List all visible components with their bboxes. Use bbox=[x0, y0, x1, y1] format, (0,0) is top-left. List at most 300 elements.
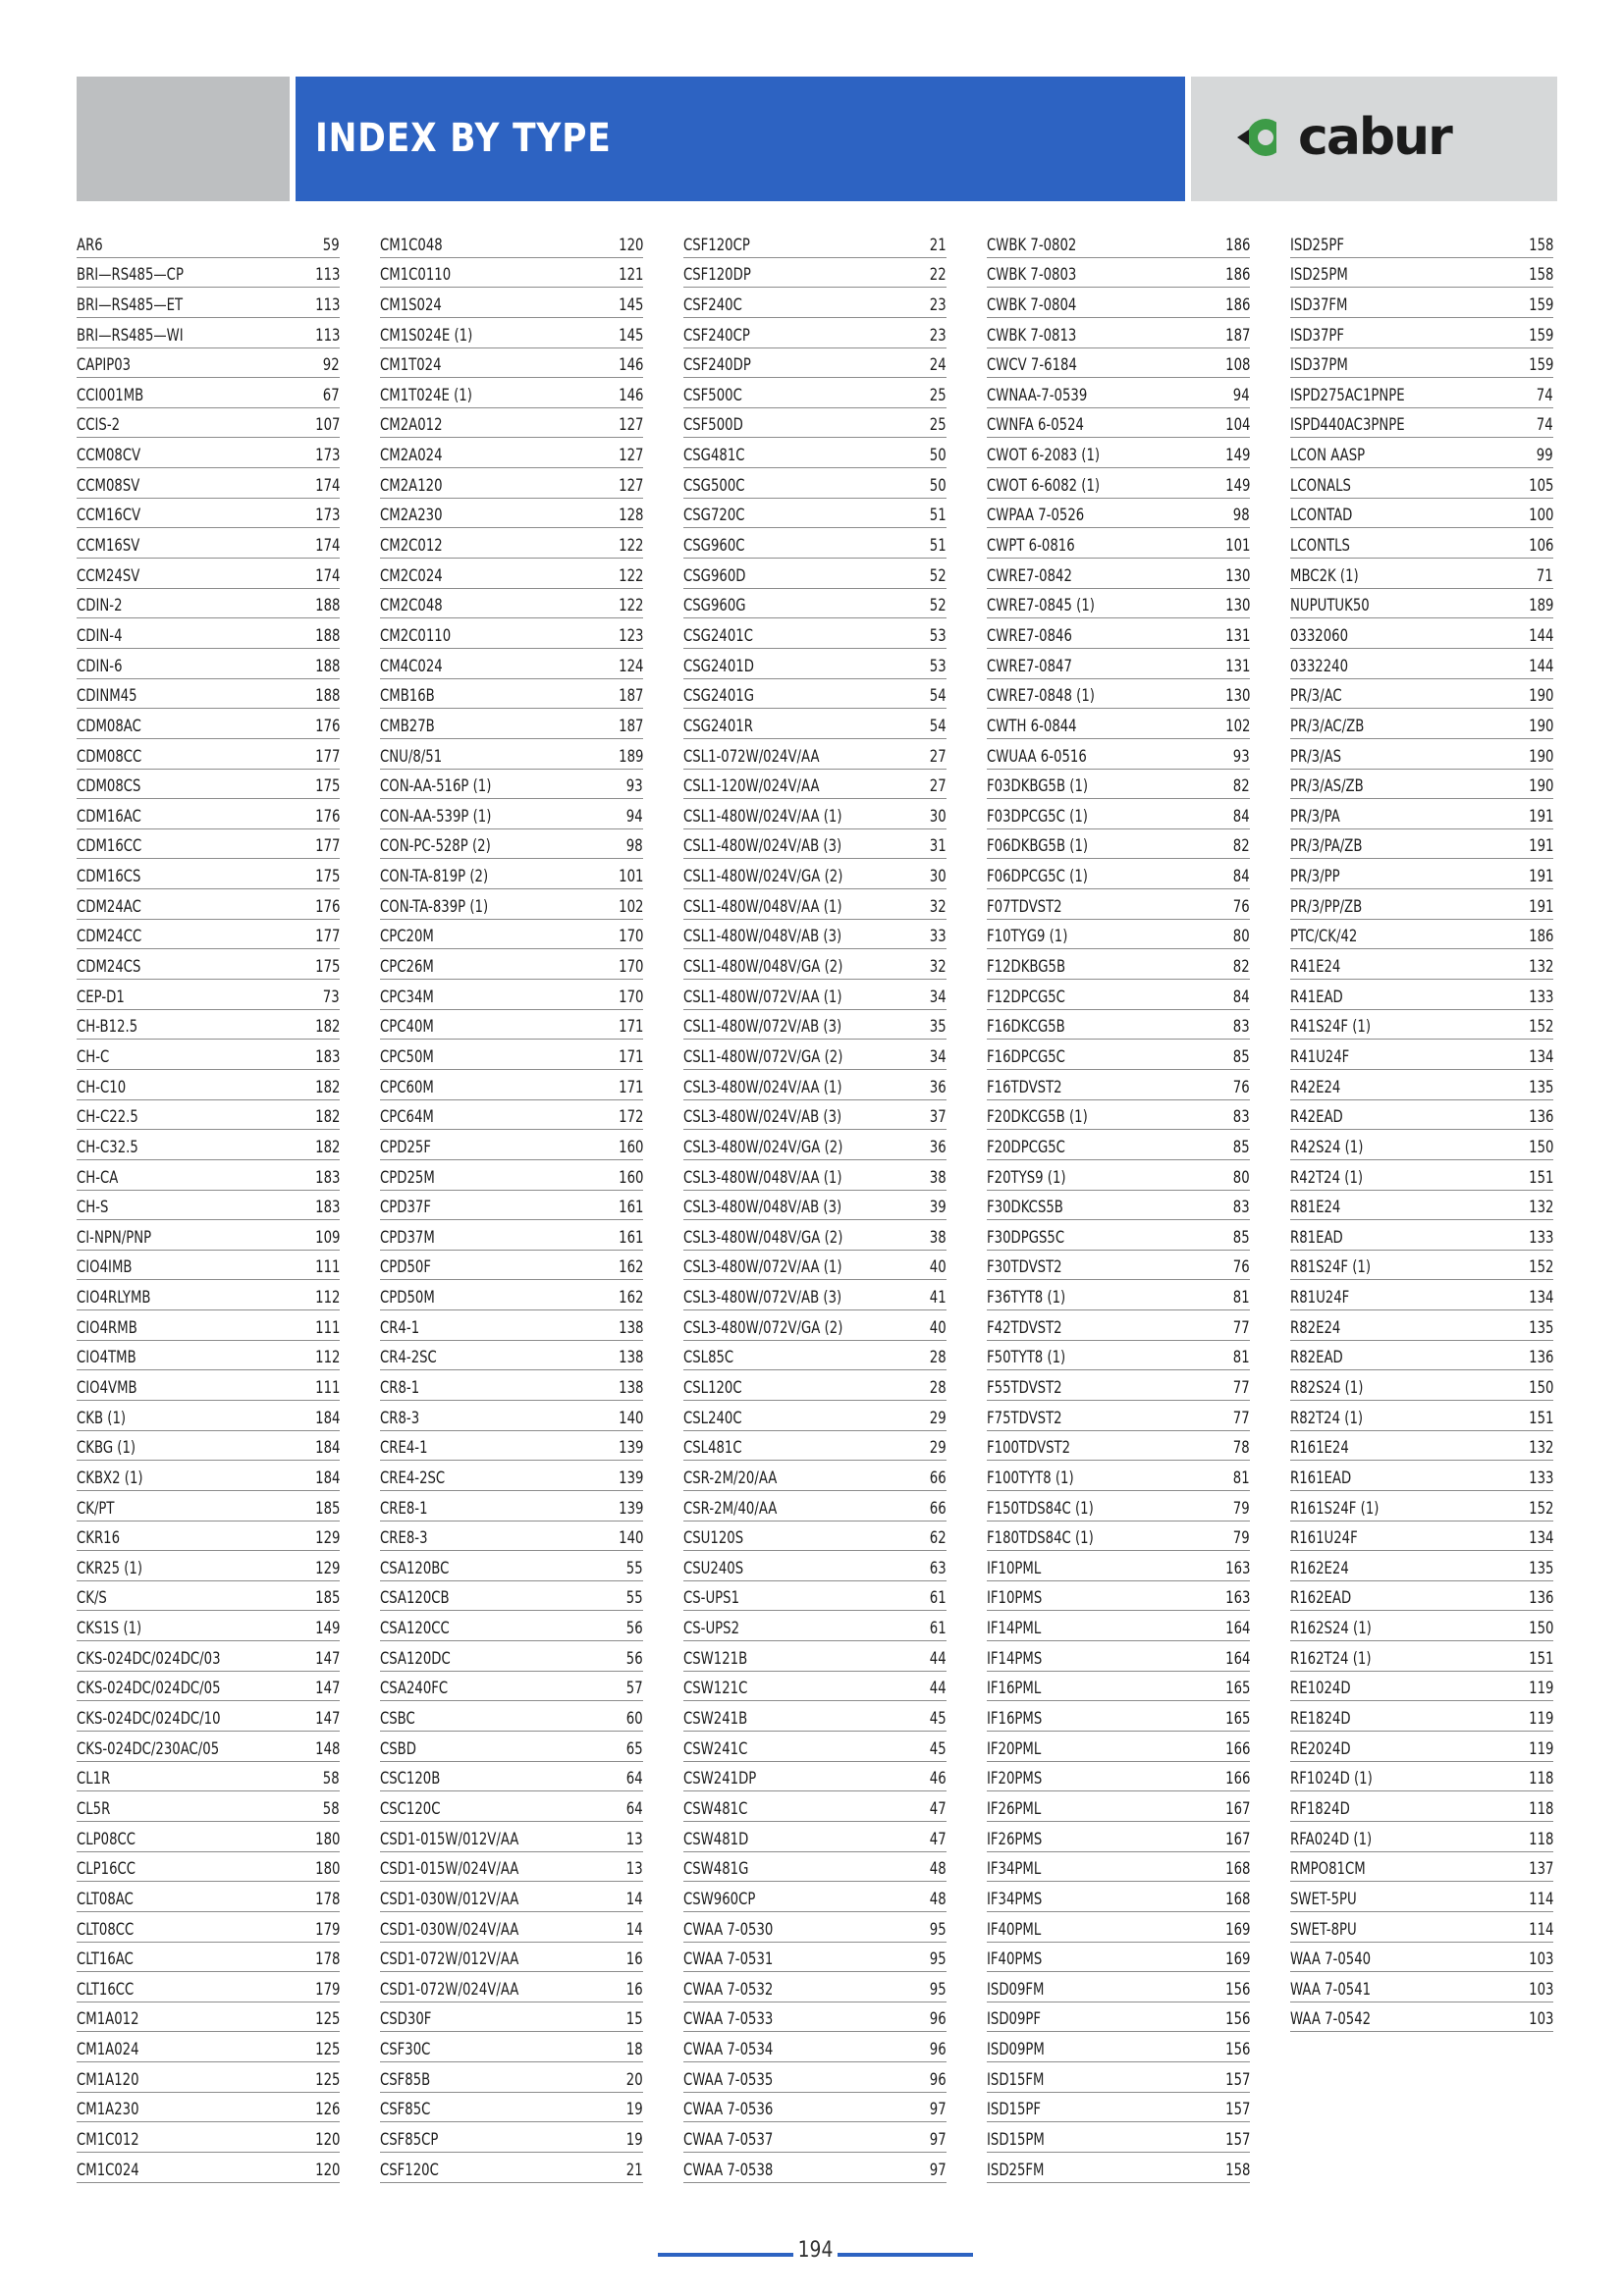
index-entry bbox=[380, 649, 643, 679]
index-entry bbox=[77, 1551, 340, 1581]
page-ref: 40 bbox=[930, 1257, 947, 1278]
product-type: CSG2401C bbox=[683, 625, 753, 646]
page-ref: 152 bbox=[1528, 1017, 1553, 1038]
page-ref: 93 bbox=[626, 776, 643, 797]
page-ref: 168 bbox=[1224, 1859, 1250, 1880]
product-type: CSF120C bbox=[380, 2160, 439, 2180]
product-type: R161U24F bbox=[1290, 1528, 1358, 1549]
page-ref: 56 bbox=[626, 1619, 643, 1639]
product-type: CSL120C bbox=[683, 1377, 742, 1398]
page-ref: 188 bbox=[314, 686, 340, 707]
page-ref: 120 bbox=[314, 2160, 340, 2180]
index-entry bbox=[987, 1040, 1250, 1070]
page-ref: 103 bbox=[1528, 1979, 1553, 2000]
product-type: CSD1-072W/012V/AA bbox=[380, 1949, 519, 1970]
page-ref: 39 bbox=[930, 1198, 947, 1218]
index-entry bbox=[1290, 1040, 1553, 1070]
page-ref: 56 bbox=[626, 1648, 643, 1669]
page-ref: 54 bbox=[930, 686, 947, 707]
page-ref: 167 bbox=[1224, 1798, 1250, 1819]
page-ref: 118 bbox=[1528, 1769, 1553, 1789]
page-ref: 180 bbox=[314, 1829, 340, 1849]
product-type: CRE8-3 bbox=[380, 1528, 428, 1549]
page-ref: 190 bbox=[1528, 746, 1553, 767]
index-entry bbox=[683, 348, 947, 379]
page-ref: 179 bbox=[314, 1979, 340, 2000]
index-entry bbox=[380, 1370, 643, 1401]
page-ref: 96 bbox=[930, 2009, 947, 2030]
product-type: R162S24 (1) bbox=[1290, 1619, 1372, 1639]
index-entry bbox=[683, 1040, 947, 1070]
product-type: CS-UPS2 bbox=[683, 1619, 740, 1639]
index-entry bbox=[987, 1010, 1250, 1041]
page-ref: 61 bbox=[930, 1619, 947, 1639]
product-type: ISD09PF bbox=[987, 2009, 1042, 2030]
page-ref: 29 bbox=[930, 1408, 947, 1428]
index-entry bbox=[683, 1341, 947, 1371]
product-type: CSL85C bbox=[683, 1348, 734, 1368]
index-entry bbox=[1290, 258, 1553, 289]
product-type: CWRE7-0845 (1) bbox=[987, 596, 1095, 616]
product-type: F20DKCG5B (1) bbox=[987, 1107, 1088, 1128]
index-entry bbox=[77, 1431, 340, 1462]
product-type: F100TDVST2 bbox=[987, 1438, 1071, 1459]
product-type: ISPD275AC1PNPE bbox=[1290, 385, 1405, 405]
product-type: CSR-2M/40/AA bbox=[683, 1498, 778, 1519]
product-type: R81S24F (1) bbox=[1290, 1257, 1372, 1278]
index-entry bbox=[380, 1010, 643, 1041]
page-ref: 50 bbox=[930, 475, 947, 496]
index-entry bbox=[77, 1882, 340, 1912]
page-ref: 174 bbox=[314, 536, 340, 557]
product-type: R42E24 bbox=[1290, 1077, 1341, 1097]
product-type: CSL1-480W/072V/GA (2) bbox=[683, 1046, 843, 1067]
index-entry bbox=[77, 1220, 340, 1251]
index-entry bbox=[1290, 1251, 1553, 1281]
index-entry bbox=[1290, 1732, 1553, 1762]
page-ref: 121 bbox=[618, 265, 643, 286]
page-ref: 71 bbox=[1537, 565, 1553, 586]
page-ref: 138 bbox=[618, 1348, 643, 1368]
index-entry bbox=[683, 1191, 947, 1221]
product-type: CSW960CP bbox=[683, 1889, 756, 1909]
logo-text: cabur bbox=[1298, 108, 1451, 167]
page-ref: 35 bbox=[930, 1017, 947, 1038]
page-ref: 125 bbox=[314, 2009, 340, 2030]
page-ref: 187 bbox=[1224, 325, 1250, 346]
index-entry bbox=[1290, 378, 1553, 408]
product-type: CM1A120 bbox=[77, 2069, 139, 2090]
page-ref: 58 bbox=[323, 1769, 340, 1789]
page-ref: 22 bbox=[930, 265, 947, 286]
page-ref: 191 bbox=[1528, 836, 1553, 857]
index-entry bbox=[987, 739, 1250, 770]
product-type: CWNFA 6-0524 bbox=[987, 415, 1084, 436]
index-entry bbox=[683, 1522, 947, 1552]
page-ref: 134 bbox=[1528, 1528, 1553, 1549]
page-ref: 136 bbox=[1528, 1588, 1553, 1609]
index-entry bbox=[77, 228, 340, 258]
product-type: CIO4RLYMB bbox=[77, 1288, 151, 1308]
index-entry bbox=[380, 799, 643, 829]
index-entry bbox=[987, 770, 1250, 800]
product-type: CSL1-480W/072V/AA (1) bbox=[683, 987, 842, 1007]
page-ref: 100 bbox=[1528, 506, 1553, 526]
page-ref: 145 bbox=[618, 294, 643, 315]
index-entry bbox=[987, 258, 1250, 289]
product-type: IF34PMS bbox=[987, 1889, 1043, 1909]
product-type: CLT16AC bbox=[77, 1949, 134, 1970]
page-ref: 82 bbox=[1233, 957, 1250, 978]
product-type: CWBK 7-0803 bbox=[987, 265, 1077, 286]
index-entry bbox=[683, 2032, 947, 2062]
page-ref: 114 bbox=[1528, 1919, 1553, 1940]
page-ref: 124 bbox=[618, 656, 643, 676]
index-entry bbox=[77, 1943, 340, 1973]
cabur-logo-mark-icon bbox=[1237, 113, 1292, 162]
page-ref: 118 bbox=[1528, 1798, 1553, 1819]
page-ref: 96 bbox=[930, 2040, 947, 2060]
index-entry bbox=[77, 1581, 340, 1612]
index-entry bbox=[77, 1762, 340, 1792]
product-type: RF1824D bbox=[1290, 1798, 1350, 1819]
product-type: F150TDS84C (1) bbox=[987, 1498, 1094, 1519]
product-type: CSG2401G bbox=[683, 686, 754, 707]
product-type: CSL1-120W/024V/AA bbox=[683, 776, 820, 797]
page-ref: 159 bbox=[1528, 355, 1553, 376]
page-ref: 145 bbox=[618, 325, 643, 346]
page-ref: 137 bbox=[1528, 1859, 1553, 1880]
index-entry bbox=[987, 559, 1250, 589]
index-entry bbox=[1290, 1852, 1553, 1883]
index-entry bbox=[683, 1943, 947, 1973]
product-type: CSG2401R bbox=[683, 716, 753, 736]
page-ref: 59 bbox=[323, 235, 340, 255]
product-type: CSL3-480W/024V/AB (3) bbox=[683, 1107, 842, 1128]
index-entry bbox=[380, 1220, 643, 1251]
product-type: R161EAD bbox=[1290, 1468, 1352, 1488]
page-ref: 23 bbox=[930, 325, 947, 346]
page-ref: 185 bbox=[314, 1498, 340, 1519]
index-entry bbox=[987, 949, 1250, 980]
index-entry bbox=[1290, 829, 1553, 860]
page-ref: 104 bbox=[1224, 415, 1250, 436]
index-entry bbox=[987, 709, 1250, 739]
page-ref: 52 bbox=[930, 596, 947, 616]
page-ref: 164 bbox=[1224, 1648, 1250, 1669]
product-type: CM1C0110 bbox=[380, 265, 452, 286]
product-type: CIO4RMB bbox=[77, 1317, 137, 1338]
product-type: CK/S bbox=[77, 1588, 107, 1609]
index-entry bbox=[380, 499, 643, 529]
page-ref: 103 bbox=[1528, 1949, 1553, 1970]
product-type: CSD1-015W/024V/AA bbox=[380, 1859, 519, 1880]
product-type: R42T24 (1) bbox=[1290, 1167, 1364, 1188]
page-ref: 175 bbox=[314, 867, 340, 887]
product-type: CWAA 7-0538 bbox=[683, 2160, 774, 2180]
product-type: CKBX2 (1) bbox=[77, 1468, 143, 1488]
page-ref: 127 bbox=[618, 446, 643, 466]
product-type: F16TDVST2 bbox=[987, 1077, 1062, 1097]
product-type: CM2C0110 bbox=[380, 625, 452, 646]
product-type: IF34PML bbox=[987, 1859, 1042, 1880]
index-entry bbox=[380, 1251, 643, 1281]
index-entry bbox=[683, 980, 947, 1010]
product-type: ISD15PM bbox=[987, 2130, 1045, 2150]
page-ref: 134 bbox=[1528, 1046, 1553, 1067]
page-ref: 85 bbox=[1233, 1137, 1250, 1157]
product-type: CSF85B bbox=[380, 2069, 431, 2090]
index-entry bbox=[1290, 1341, 1553, 1371]
page-ref: 51 bbox=[930, 506, 947, 526]
index-entry bbox=[77, 1010, 340, 1041]
index-entry bbox=[683, 1972, 947, 2002]
index-entry bbox=[683, 1100, 947, 1131]
page-ref: 85 bbox=[1233, 1227, 1250, 1248]
product-type: CSL3-480W/072V/AB (3) bbox=[683, 1288, 842, 1308]
product-type: CDM08CS bbox=[77, 776, 141, 797]
product-type: CDM24CS bbox=[77, 957, 141, 978]
product-type: CSW241DP bbox=[683, 1769, 757, 1789]
product-type: CH-C22.5 bbox=[77, 1107, 138, 1128]
page-ref: 129 bbox=[314, 1558, 340, 1578]
page-ref: 38 bbox=[930, 1167, 947, 1188]
product-type: CSG960C bbox=[683, 536, 745, 557]
index-entry bbox=[683, 1641, 947, 1672]
product-type: CPC26M bbox=[380, 957, 434, 978]
product-type: LCONALS bbox=[1290, 475, 1351, 496]
product-type: CI-NPN/PNP bbox=[77, 1227, 152, 1248]
page-ref: 32 bbox=[930, 896, 947, 917]
page-ref: 84 bbox=[1233, 806, 1250, 827]
index-column-2 bbox=[380, 228, 643, 2183]
index-entry bbox=[380, 1791, 643, 1822]
index-entry bbox=[380, 1070, 643, 1100]
product-type: CDM16CS bbox=[77, 867, 141, 887]
product-type: ISPD440AC3PNPE bbox=[1290, 415, 1405, 436]
product-type: CWAA 7-0531 bbox=[683, 1949, 774, 1970]
page-ref: 30 bbox=[930, 806, 947, 827]
index-entry bbox=[77, 1191, 340, 1221]
page-ref: 136 bbox=[1528, 1107, 1553, 1128]
product-type: F16DKCG5B bbox=[987, 1017, 1065, 1038]
page-ref: 19 bbox=[626, 2100, 643, 2120]
product-type: R82E24 bbox=[1290, 1317, 1341, 1338]
page-ref: 186 bbox=[1528, 927, 1553, 947]
product-type: R81U24F bbox=[1290, 1288, 1350, 1308]
index-entry bbox=[77, 859, 340, 889]
page-ref: 131 bbox=[1224, 656, 1250, 676]
page-ref: 134 bbox=[1528, 1288, 1553, 1308]
product-type: F20TYS9 (1) bbox=[987, 1167, 1066, 1188]
index-entry bbox=[683, 618, 947, 649]
product-type: ISD25FM bbox=[987, 2160, 1045, 2180]
index-entry bbox=[77, 1160, 340, 1191]
index-entry bbox=[1290, 1491, 1553, 1522]
index-entry bbox=[77, 1461, 340, 1491]
product-type: CPC34M bbox=[380, 987, 434, 1007]
product-type: CR4-2SC bbox=[380, 1348, 437, 1368]
product-type: F30TDVST2 bbox=[987, 1257, 1062, 1278]
index-entry bbox=[987, 1641, 1250, 1672]
index-entry bbox=[1290, 1461, 1553, 1491]
index-entry bbox=[683, 468, 947, 499]
page-ref: 95 bbox=[930, 1979, 947, 2000]
index-entry bbox=[77, 2122, 340, 2153]
index-entry bbox=[1290, 679, 1553, 710]
product-type: CSL1-480W/048V/AA (1) bbox=[683, 896, 842, 917]
index-entry bbox=[77, 980, 340, 1010]
product-type: NUPUTUK50 bbox=[1290, 596, 1370, 616]
page-ref: 77 bbox=[1233, 1317, 1250, 1338]
page-ref: 28 bbox=[930, 1377, 947, 1398]
page-ref: 163 bbox=[1224, 1558, 1250, 1578]
page-ref: 187 bbox=[618, 716, 643, 736]
index-entry bbox=[683, 559, 947, 589]
index-entry bbox=[380, 1341, 643, 1371]
index-entry bbox=[380, 348, 643, 379]
page-ref: 138 bbox=[618, 1377, 643, 1398]
page-ref: 176 bbox=[314, 806, 340, 827]
product-type: R81E24 bbox=[1290, 1198, 1341, 1218]
page-ref: 122 bbox=[618, 565, 643, 586]
page-ref: 81 bbox=[1233, 1348, 1250, 1368]
page-ref: 180 bbox=[314, 1859, 340, 1880]
product-type: CSD1-072W/024V/AA bbox=[380, 1979, 519, 2000]
product-type: PR/3/PP/ZB bbox=[1290, 896, 1363, 917]
product-type: CSF85CP bbox=[380, 2130, 439, 2150]
index-entry bbox=[380, 679, 643, 710]
index-entry bbox=[1290, 1791, 1553, 1822]
page-ref: 186 bbox=[1224, 294, 1250, 315]
header-gray-block bbox=[77, 77, 290, 201]
product-type: CWAA 7-0535 bbox=[683, 2069, 774, 2090]
product-type: CSF240CP bbox=[683, 325, 750, 346]
index-entry bbox=[987, 2002, 1250, 2033]
page-ref: 83 bbox=[1233, 1107, 1250, 1128]
index-entry bbox=[380, 468, 643, 499]
index-entry bbox=[380, 2122, 643, 2153]
product-type: CWAA 7-0532 bbox=[683, 1979, 774, 2000]
page-ref: 77 bbox=[1233, 1377, 1250, 1398]
index-entry bbox=[987, 829, 1250, 860]
product-type: CSW121C bbox=[683, 1679, 748, 1699]
index-entry bbox=[380, 1491, 643, 1522]
index-entry bbox=[683, 378, 947, 408]
page-ref: 147 bbox=[314, 1709, 340, 1730]
index-entry bbox=[77, 1280, 340, 1310]
index-entry bbox=[77, 709, 340, 739]
index-entry bbox=[77, 438, 340, 468]
index-entry bbox=[380, 739, 643, 770]
product-type: CWAA 7-0537 bbox=[683, 2130, 774, 2150]
product-type: CON-PC-528P (2) bbox=[380, 836, 491, 857]
page-ref: 76 bbox=[1233, 1077, 1250, 1097]
page-ref: 14 bbox=[626, 1919, 643, 1940]
index-entry bbox=[683, 920, 947, 950]
page-ref: 95 bbox=[930, 1919, 947, 1940]
index-entry bbox=[380, 408, 643, 439]
index-entry bbox=[683, 228, 947, 258]
product-type: CWRE7-0848 (1) bbox=[987, 686, 1095, 707]
page-ref: 140 bbox=[618, 1408, 643, 1428]
product-type: CWAA 7-0530 bbox=[683, 1919, 774, 1940]
page-ref: 82 bbox=[1233, 836, 1250, 857]
product-type: CH-C bbox=[77, 1046, 110, 1067]
index-entry bbox=[1290, 889, 1553, 920]
index-entry bbox=[987, 1943, 1250, 1973]
product-type: CKR16 bbox=[77, 1528, 121, 1549]
index-entry bbox=[683, 859, 947, 889]
product-type: CSL1-480W/024V/AA (1) bbox=[683, 806, 842, 827]
index-entry bbox=[987, 589, 1250, 619]
index-entry bbox=[77, 739, 340, 770]
product-type: SWET-5PU bbox=[1290, 1889, 1357, 1909]
product-type: F03DKBG5B (1) bbox=[987, 776, 1089, 797]
page-ref: 94 bbox=[1233, 385, 1250, 405]
page-ref: 151 bbox=[1528, 1648, 1553, 1669]
page-ref: 31 bbox=[930, 836, 947, 857]
index-entry bbox=[1290, 288, 1553, 318]
page-ref: 174 bbox=[314, 475, 340, 496]
index-entry bbox=[683, 1611, 947, 1641]
index-entry bbox=[77, 1672, 340, 1702]
page-ref: 79 bbox=[1233, 1498, 1250, 1519]
index-entry bbox=[77, 1912, 340, 1943]
product-type: CH-B12.5 bbox=[77, 1017, 138, 1038]
product-type: IF40PML bbox=[987, 1919, 1042, 1940]
page-ref: 177 bbox=[314, 746, 340, 767]
index-entry bbox=[1290, 438, 1553, 468]
page-ref: 177 bbox=[314, 927, 340, 947]
product-type: CON-AA-539P (1) bbox=[380, 806, 492, 827]
page-ref: 149 bbox=[1224, 446, 1250, 466]
page-ref: 107 bbox=[314, 415, 340, 436]
product-type: CL1R bbox=[77, 1769, 111, 1789]
index-entry bbox=[77, 2032, 340, 2062]
index-entry bbox=[683, 739, 947, 770]
product-type: CLT08CC bbox=[77, 1919, 135, 1940]
page-ref: 174 bbox=[314, 565, 340, 586]
index-entry bbox=[683, 1310, 947, 1341]
page-ref: 152 bbox=[1528, 1498, 1553, 1519]
product-type: SWET-8PU bbox=[1290, 1919, 1357, 1940]
page-ref: 119 bbox=[1528, 1738, 1553, 1759]
index-entry bbox=[77, 468, 340, 499]
page-ref: 152 bbox=[1528, 1257, 1553, 1278]
page-ref: 66 bbox=[930, 1468, 947, 1488]
product-type: CLT08AC bbox=[77, 1889, 134, 1909]
page-ref: 84 bbox=[1233, 987, 1250, 1007]
index-entry bbox=[683, 2153, 947, 2183]
page-ref: 169 bbox=[1224, 1949, 1250, 1970]
product-type: CPD25M bbox=[380, 1167, 435, 1188]
product-type: CDIN-2 bbox=[77, 596, 123, 616]
product-type: PR/3/AS/ZB bbox=[1290, 776, 1364, 797]
product-type: F10TYG9 (1) bbox=[987, 927, 1068, 947]
page-ref: 14 bbox=[626, 1889, 643, 1909]
index-entry bbox=[77, 589, 340, 619]
index-entry bbox=[683, 499, 947, 529]
page-ref: 119 bbox=[1528, 1709, 1553, 1730]
product-type: CSL1-480W/024V/AB (3) bbox=[683, 836, 842, 857]
product-type: F55TDVST2 bbox=[987, 1377, 1062, 1398]
product-type: ISD25PM bbox=[1290, 265, 1348, 286]
page-ref: 76 bbox=[1233, 1257, 1250, 1278]
index-entry bbox=[77, 408, 340, 439]
page-ref: 84 bbox=[1233, 867, 1250, 887]
product-type: PTC/CK/42 bbox=[1290, 927, 1358, 947]
